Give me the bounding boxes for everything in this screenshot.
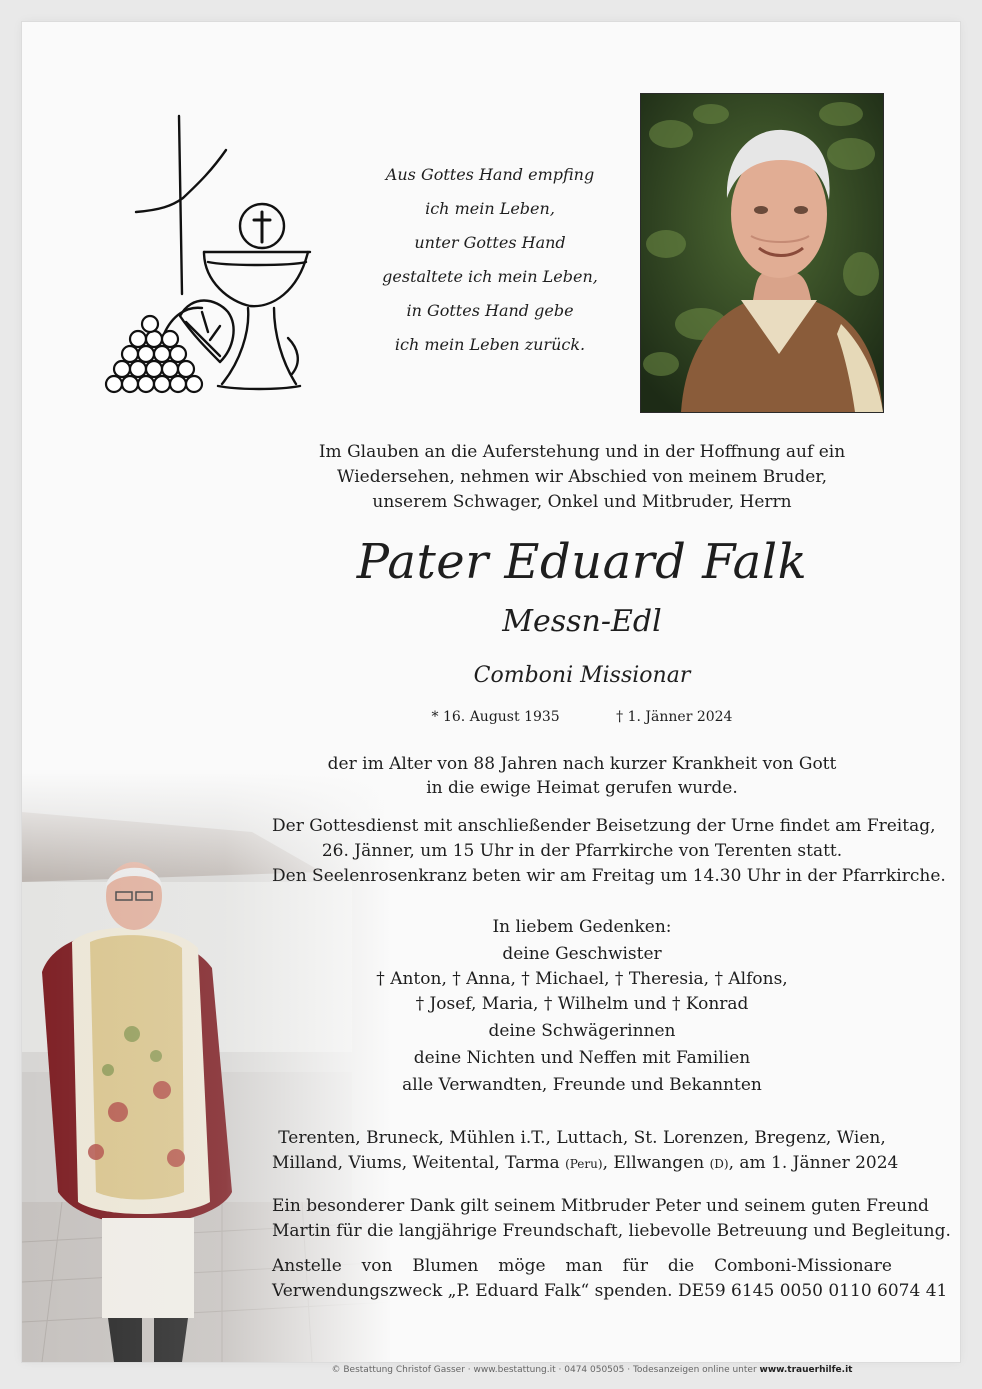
footer <box>272 1365 912 1375</box>
intro-text <box>272 440 892 515</box>
mourners-heading: In liebem Gedenken: <box>492 917 672 937</box>
portrait-photo <box>640 93 884 413</box>
country-peru: (Peru) <box>565 1157 603 1171</box>
cross-chalice-grapes-icon <box>80 112 320 402</box>
deceased-nickname: Messn-Edl <box>502 604 662 639</box>
places-line <box>272 1151 899 1177</box>
footer-link[interactable]: www.trauerhilfe.it <box>759 1365 853 1375</box>
intro-line: Im Glauben an die Auferstehung und in der Hoffnung auf ein <box>318 442 846 462</box>
service-line: Den Seelenrosenkranz beten wir am Freitag um 14.30 Uhr in der Pfarrkirche. <box>272 866 946 886</box>
portrait-illustration <box>641 94 883 412</box>
donation-line: Anstelle von Blumen möge man für die Comboni-Missionare <box>272 1256 892 1276</box>
obituary-sheet <box>22 22 960 1375</box>
country-d: (D) <box>709 1157 729 1171</box>
deceased-name: Pater Eduard Falk <box>356 534 808 590</box>
death-date: † 1. Jänner 2024 <box>616 709 733 725</box>
service-text <box>272 814 946 889</box>
thanks-line: Martin für die langjährige Freundschaft, liebevolle Betreuung und Begleitung. <box>272 1221 951 1241</box>
mourners-line: † Josef, Maria, † Wilhelm und † Konrad <box>415 994 749 1014</box>
donation-text <box>272 1254 948 1304</box>
poem-line: ich mein Leben zurück. <box>394 335 586 354</box>
age-line: der im Alter von 88 Jahren nach kurzer Krankheit von Gott <box>327 754 837 774</box>
places-and-date <box>272 1126 899 1177</box>
service-line: 26. Jänner, um 15 Uhr in der Pfarrkirche von Terenten statt. <box>321 841 843 861</box>
donation-line: Verwendungszweck „P. Eduard Falk“ spenden. DE59 6145 0050 0110 6074 41 <box>272 1281 948 1301</box>
footer-text: © Bestattung Christof Gasser · www.bestattung.it · 0474 050505 · Todesanzeigen online unter <box>331 1365 760 1375</box>
thanks-line: Ein besonderer Dank gilt seinem Mitbruder Peter und seinem guten Freund <box>272 1196 929 1216</box>
mourners-line: deine Geschwister <box>502 944 662 964</box>
poem-line: in Gottes Hand gebe <box>406 301 574 320</box>
places-text: , am 1. Jänner 2024 <box>728 1153 899 1173</box>
mourners-line: deine Nichten und Neffen mit Familien <box>413 1048 751 1068</box>
poem-line: Aus Gottes Hand empfing <box>385 165 595 184</box>
mourners-line: † Anton, † Anna, † Michael, † Theresia, † Alfons, <box>376 969 788 989</box>
places-line: Terenten, Bruneck, Mühlen i.T., Luttach, St. Lorenzen, Bregenz, Wien, <box>278 1128 886 1148</box>
intro-line: Wiedersehen, nehmen wir Abschied von meinem Bruder, <box>337 467 827 487</box>
poem-line: gestaltete ich mein Leben, <box>382 267 598 286</box>
service-line: Der Gottesdienst mit anschließender Beisetzung der Urne findet am Freitag, <box>272 816 936 836</box>
poem-line: ich mein Leben, <box>425 199 555 218</box>
mourners-line: alle Verwandten, Freunde und Bekannten <box>402 1075 762 1095</box>
mourners-line: deine Schwägerinnen <box>488 1021 676 1041</box>
age-text <box>272 752 892 800</box>
birth-date: * 16. August 1935 <box>431 709 560 725</box>
poem <box>340 158 640 362</box>
life-dates <box>272 706 892 728</box>
intro-line: unserem Schwager, Onkel und Mitbruder, Herrn <box>372 492 792 512</box>
places-text: , Ellwangen <box>602 1153 705 1173</box>
places-text: Milland, Viums, Weitental, Tarma <box>272 1153 560 1173</box>
poem-line: unter Gottes Hand <box>414 233 566 252</box>
thanks-text <box>272 1194 951 1244</box>
deceased-order: Comboni Missionar <box>473 663 691 688</box>
age-line: in die ewige Heimat gerufen wurde. <box>426 778 738 798</box>
mourners <box>272 915 892 1098</box>
